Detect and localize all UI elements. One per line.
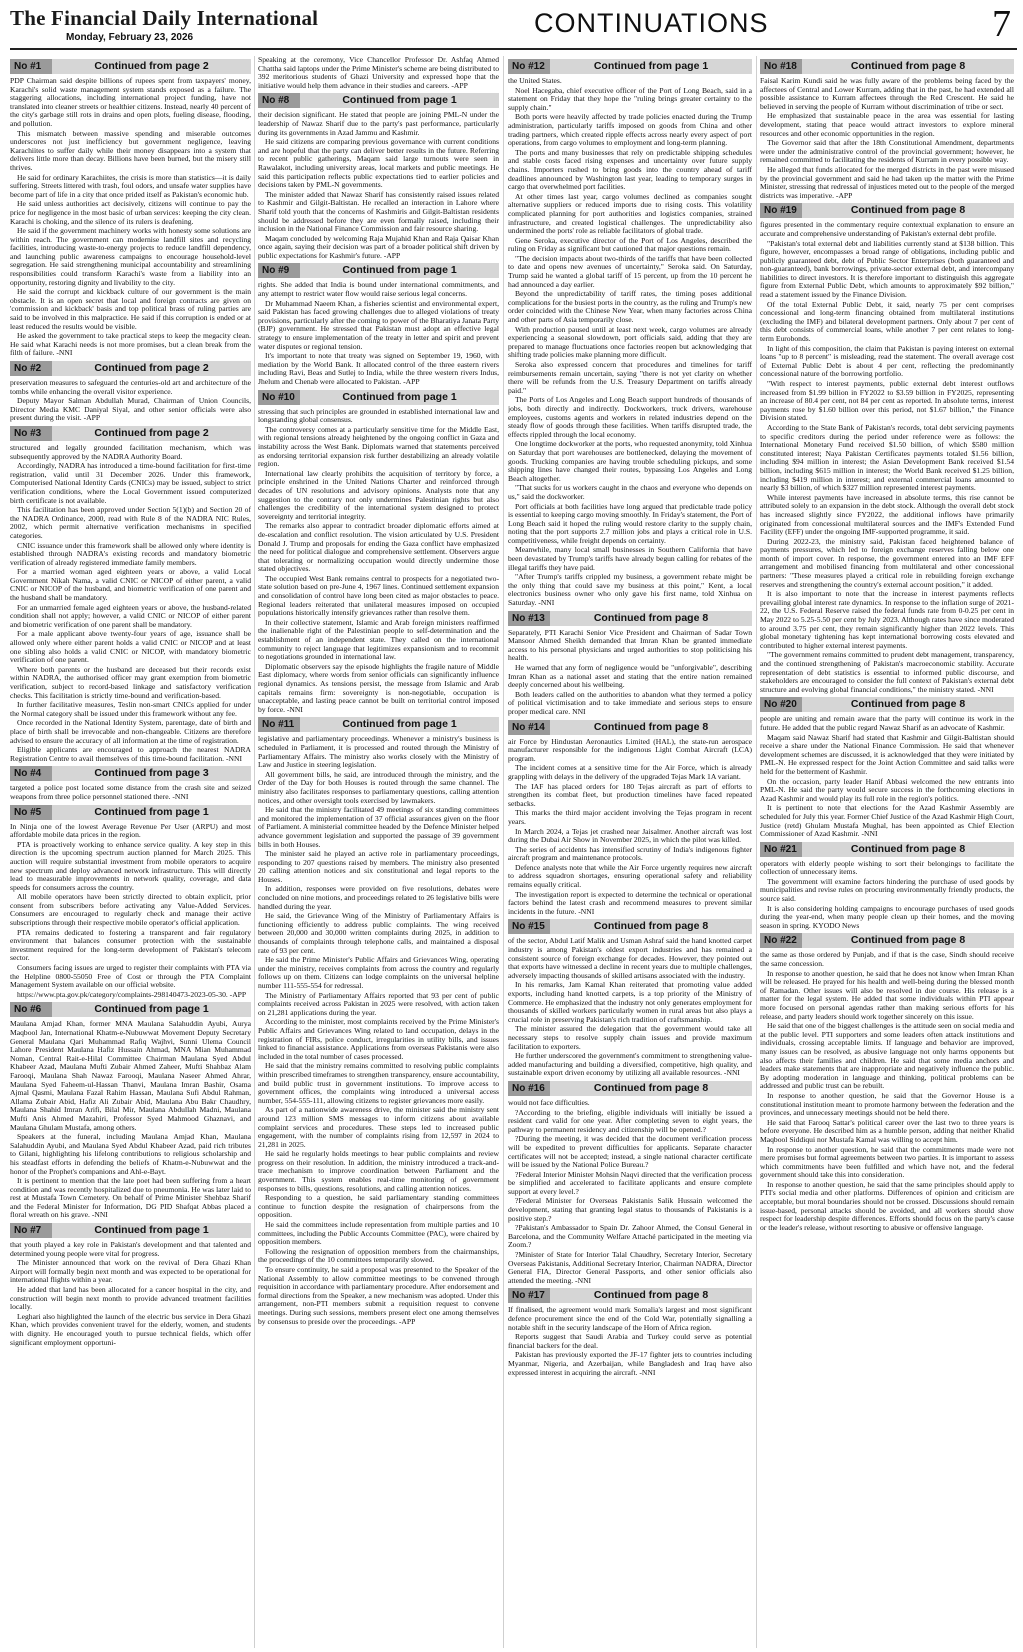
article-paragraph: The IAF has placed orders for 180 Tejas aircraft as part of efforts to strengthen its combat fleet, but production timelines have faced repeated setbacks. <box>508 781 752 808</box>
continuation-number: No #22 <box>760 933 802 948</box>
article-paragraph: Speaking at the ceremony, Vice Chancellor Professor Dr. Ashfaq Ahmed Chattha said laptops under the Prime Minister's scheme are being distributed to 392 meritorious students of Ghazi University and expressed hope that the initiative would help them advance in their studies and careers. -APP <box>258 56 499 90</box>
article-continuation <box>10 805 251 1000</box>
article-paragraph: Consumers facing issues are urged to register their complaints with PTA via the Helpline 0800-55050 Free of Cost or through the PTA Complaint Management System available on our official website. <box>10 963 251 990</box>
continuation-label: Continued from page 8 <box>593 920 709 933</box>
continuation-header <box>10 766 251 781</box>
article-paragraph: the same as those ordered by Punjab, and if that is the case, Sindh should receive the same concession. <box>760 950 1014 969</box>
article-paragraph: Seroka also expressed concern that procedures and timelines for tariff reimbursements remain uncertain, saying "there is not yet clarity on whether there will be refunds from the U.S. Treasury Department on tariffs already paid." <box>508 360 752 395</box>
article-paragraph: This facilitation has been approved under Section 5(1)(b) and Section 20 of the NADRA Ordinance, 2000, read with Rule 8 of the NADRA NIC Rules, 2002, which permit alternative verification mechanisms in specified categories. <box>10 505 251 540</box>
article-continuation <box>10 766 251 801</box>
continuation-number: No #2 <box>10 361 52 376</box>
article-paragraph: The investigation report is expected to determine the technical or operational factors behind the latest crash and recommend measures to prevent similar incidents in the future. -NNI <box>508 889 752 916</box>
article-paragraph: The Minister announced that work on the revival of Dera Ghazi Khan Airport will formally begin next month and was expected to be operational for international flights within a year. <box>10 1258 251 1285</box>
article-paragraph: He said, the Grievance Wing of the Ministry of Parliamentary Affairs is functioning efficiently to address public complaints. The wing received between 20,000 and 30,000 written complaints during 2025, in addition to thousands of complaints through telephone calls, and maintained a disposal rate of 93 per cent. <box>258 911 499 955</box>
continuation-header <box>10 426 251 441</box>
article-paragraph: According to the State Bank of Pakistan's records, total debt servicing payments to specific creditors during the period under reference were as follows: the International Monetary Fund received $1.50 billion, of which $580 million constituted interest; Naya Pakistan Certificates payments totaled $1.56 billion, including $94 million in interest; the Asian Development Bank received $1.54 billion, including $615 million in interest; the World Bank received $1.25 billion, including $419 million in interest; and external commercial loans amounted to nearly $3 billion, of which $327 million represented interest payments. <box>760 422 1014 493</box>
article-paragraph: ?Pakistan's Ambassador to Spain Dr. Zahoor Ahmed, the Consul General in Barcelona, and the Community Welfare Attaché participated in the meeting via Zoom.? <box>508 1223 752 1250</box>
article-paragraph: In March 2024, a Tejas jet crashed near Jaisalmer. Another aircraft was lost during the Dubai Air Show in November 2025, in which the pilot was killed. <box>508 826 752 845</box>
article-paragraph: The controversy comes at a particularly sensitive time for the Middle East, with regional tensions already heightened by the ongoing conflict in Gaza and instability across the West Bank. Diplomats warned that statements perceived as endorsing territorial expansion risk further destabilizing an already volatile region. <box>258 424 499 469</box>
continuation-label: Continued from page 3 <box>94 767 209 780</box>
continuation-number: No #10 <box>258 390 300 405</box>
article-paragraph: CNIC issuance under this framework shall be allowed only where identity is established through NADRA's existing records and mandatory biometric verification of already registered immediate family members. <box>10 540 251 567</box>
article-paragraph: ?During the meeting, it was decided that the document verification process will be expedited to prevent difficulties for applicants. Separate character certificates will not be accepted; instead, a single national character certificate will be issued by the National Police Bureau.? <box>508 1134 752 1170</box>
continuation-number: No #9 <box>258 263 300 278</box>
article-paragraph: All government bills, he said, are introduced through the ministry, and the Order of the Day for both Houses is routed through the same channel. The ministry also facilitates responses to parliamentary questions, calling attention notices, and other oversight tools exercised by lawmakers. <box>258 769 499 805</box>
article-paragraph: It is pertinent to note that elections for the Azad Kashmir Assembly are scheduled for July this year. Former Chief Justice of the Azad Kashmir High Court, Justice (retd) Ghulam Mustafa Mughal, has been appointed as Chief Election Commissioner of Azad Kashmir. -NNI <box>760 803 1014 839</box>
continuation-label: Continued from page 1 <box>94 805 209 818</box>
article-paragraph: In response to another question, he said that the Governor House is a constitutional institution meant to promote harmony between the federation and the provinces, and unnecessary meetings should not be held there. <box>760 1090 1014 1118</box>
continuation-number: No #13 <box>508 611 550 626</box>
continuation-header <box>760 203 1014 218</box>
continuation-label: Continued from page 8 <box>850 204 966 217</box>
continuation-label: Continued from page 2 <box>94 60 209 72</box>
article-paragraph: In his remarks, Jam Kamal Khan reiterated that promoting value added exports, including hand knotted carpets, is a top priority of the Ministry of Commerce. He emphasized that the industry not only generates employment for thousands of skilled workers particularly women in rural areas but also plays a crucial role in preserving Pakistan's rich tradition of craftsmanship. <box>508 980 752 1024</box>
article-paragraph: people are uniting and remain aware that the party will continue its work in the future. He added that the public regard Nawaz Sharif as an advocate of Kashmir. <box>760 714 1014 732</box>
article-paragraph: He asked the government to take practical steps to keep the megacity clean. He said what Karachi needs is not more promises, but a clean break from the filth of failure. -NNI <box>10 331 251 358</box>
article-paragraph: In their collective statement, Islamic and Arab foreign ministers reaffirmed the inalienable right of the Palestinian people to self-determination and the establishment of an independent state. They called on the international community to reject language that legitimizes expansionism and to recommit to negotiations grounded in international law. <box>258 617 499 662</box>
continuation-label: Continued from page 1 <box>593 60 709 72</box>
article-paragraph: "After Trump's tariffs crippled my business, a government rebate might be the only thing that could save my business at this point," Kent, a local electronics business owner who only gave his first name, told Xinhua on Saturday. -NNI <box>508 572 752 608</box>
article-paragraph: would not face difficulties. <box>508 1097 590 1107</box>
article-continuation <box>258 93 499 260</box>
article-paragraph: The government will examine factors hindering the purchase of used goods by municipalities and revise rules on procuring environmentally friendly products, the source said. <box>760 876 1014 904</box>
continuation-number: No #17 <box>508 1288 550 1303</box>
article-paragraph: He emphasized that sustainable peace in the area was essential for lasting development, stating that peace would attract investors to explore mineral resources and other economic opportunities in the region. <box>760 111 1014 138</box>
article-paragraph: https://www.pta.gov.pk/category/complaints-298140473-2023-05-30. -APP <box>17 989 247 999</box>
article-paragraph: structured and legally grounded facilitation mechanism, which was subsequently approved by the NADRA Authority Board. <box>10 442 251 461</box>
article-paragraph: He said for ordinary Karachiites, the crisis is more than statistics—it is daily suffering. Streets littered with trash, foul odors, and unsafe water supplies have become part of life in a city that once prided itself as Pakistan's economic hub. <box>10 172 251 199</box>
article-paragraph: The Ports of Los Angeles and Long Beach support hundreds of thousands of jobs, both directly and indirectly. Dockworkers, truck drivers, warehouse employees, customs agents and workers in related industries depend on the steady flow of goods through these facilities. When tariffs disrupted trade, the effects rippled through the local economy. <box>508 395 752 439</box>
article-paragraph: For a male applicant above twenty-four years of age, issuance shall be allowed only where either parent holds a valid CNIC or NICOP and at least one sibling also holds a valid CNIC or NICOP, with mandatory biometric verification of one parent. <box>10 629 251 665</box>
continuation-header <box>760 697 1014 712</box>
article-paragraph: Port officials at both facilities have long argued that predictable trade policy is essential to keeping cargo moving smoothly. In Friday's statement, the Port of Long Beach said it hoped the ruling would restore clarity to the supply chain, noting that the port supports 2.7 million jobs and plays a critical role in U.S. competitiveness, while freight depends on certainty. <box>508 501 752 545</box>
continuation-label: Continued from page 1 <box>94 1003 209 1016</box>
continuation-header <box>10 805 251 820</box>
article-continuation <box>258 390 499 715</box>
article-continuation <box>760 933 1014 1232</box>
article-paragraph: Gene Seroka, executive director of the Port of Los Angeles, described the ruling on Friday as significant but cautioned that major questions remain. <box>508 235 752 254</box>
continuation-number: No #1 <box>10 59 52 74</box>
continuation-header <box>258 263 499 278</box>
article-continuation <box>760 842 1014 931</box>
article-paragraph: One longtime dockworker at the ports, who requested anonymity, told Xinhua on Saturday that port warehouses are bottlenecked, delaying the movement of goods. Trucking companies are having trouble scheduling pickups, and some shipping lines have changed their routes, bypassing Los Angeles and Long Beach altogether. <box>508 439 752 483</box>
article-continuation <box>258 717 499 1326</box>
article-paragraph: He added that land has been allocated for a cancer hospital in the city, and construction will begin next month to provide advanced treatment facilities locally. <box>10 1285 251 1312</box>
article-paragraph: The series of accidents has intensified scrutiny of India's indigenous fighter aircraft program and maintenance protocols. <box>508 844 752 863</box>
continuation-header <box>508 1288 752 1303</box>
continuation-header <box>10 361 251 376</box>
article-paragraph: He said he regularly holds meetings to hear public complaints and review progress on their resolution. In addition, the ministry introduced a track-and-trace mechanism to improve coordination between Parliament and the government. This system enables real-time monitoring of government responses to bills, questions, resolutions, and calling attention notices. <box>258 1149 499 1193</box>
article-paragraph: Maulana Amjad Khan, former MNA Maulana Salahuddin Ayubi, Aurya Maqbool Jan, International Khatm-e-Nubuwwat Movement Deputy Secretary General Maulana Qari Muhammad Rafiq Wajhvi, Sunni Ulema Council Lahore President Maulana Hafiz Hussain Ahmad, MNA Mian Muhammad Noman, Central Rait-e-Hilal Committee Chairman Maulana Syed Abdul Khabeer Azad, Maulana Mufti Zubair Ahmed Zaheer, Mufti Shahbaz Alam Farooqi, Maulana Shah Nawaz Farooqi, Maulana Naseer Ahmed Ahrar, Maulana Syed Faheem-ul-Hassan Thanvi, Maulana Imran Bashir, Osama Ajmal Qasmi, Maulana Fazal Rahim Hassan, Maulana Sufi Abdul Rahman, Allama Zubair Abid, Hafiz Ali Zubair Abid, Maulana Abu Bakr Chaudhry, Maulana Shahid Imran Arifi, Bilal Mir, Maulana Abdullah Madni, Maulana Mufti Anis Ahmed Mazahiri, Professor Syed Mahmood Ghaznavi, and Maulana Ghulam Mustafa, among others. <box>10 1019 251 1132</box>
column-2 <box>258 56 499 1648</box>
article-paragraph: "Pakistan's total external debt and liabilities currently stand at $138 billion. This figure, however, encompasses a broad range of obligations, including public and publicly guaranteed debt, debt of Public Sector Enterprises (both guaranteed and non-guaranteed), bank borrowings, private-sector external debt, and intercompany liabilities to direct investors. It is therefore important to distinguish this aggregate figure from External Public Debt, which amounts to approximately $92 billion," read a statement issued by the Finance Division. <box>760 238 1014 300</box>
article-paragraph: Noel Hacegaba, chief executive officer of the Port of Long Beach, said in a statement on Friday that they hope the "ruling brings greater certainty to the supply chain." <box>508 85 752 112</box>
continuation-number: No #21 <box>760 842 802 857</box>
article-continuation <box>760 203 1014 694</box>
article-paragraph: Maqam said Nawaz Sharif had stated that Kashmir and Gilgit-Baltistan should receive a share under the National Finance Commission. He said that whenever development schemes are discussed, it is acknowledged that they were initiated by PML-N. He expressed respect for the Joint Action Committee and said talks were held for the betterment of Kashmir. <box>760 732 1014 776</box>
continuation-number: No #8 <box>258 93 300 108</box>
article-paragraph: The occupied West Bank remains central to prospects for a negotiated two-state solution based on pre-June 4, 1967 lines. Continued settlement expansion and consolidation of control have long been cited as major obstacles to peace. Regional leaders reiterated that unilateral measures imposed on occupied populations historically intensify grievances rather than resolve them. <box>258 573 499 618</box>
continuation-header <box>10 1223 251 1238</box>
article-paragraph: ?Federal Interior Minister Mohsin Naqvi directed that the verification process be simplified and accelerated to facilitate applicants and ensure complete support at every level.? <box>508 1169 752 1196</box>
article-paragraph: Both ports were heavily affected by trade policies enacted during the Trump administration, particularly tariffs imposed on goods from China and other trading partners, which created ripple effects across nearly every aspect of port operations, from cargo volumes to employment and long-term planning. <box>508 112 752 148</box>
article-paragraph: The Governor said that after the 18th Constitutional Amendment, departments were under the administrative control of the provincial government; however, he remained committed to facilitating the residents of Kurram in every possible way. <box>760 138 1014 165</box>
continuation-label: Continued from page 8 <box>593 1081 709 1094</box>
article-paragraph: rights. She added that India is bound under international commitments, and any attempt to restrict water flow would raise serious legal concerns. <box>258 280 499 299</box>
continuation-label: Continued from page 2 <box>94 426 209 439</box>
article-paragraph: He said that the ministry facilitated 49 meetings of six standing committees and monitored the implementation of 37 official assurances given on the floor of Parliament. A ministerial committee headed by the Defence Minister helped advance government legislation and supported the passage of 39 government bills in both Houses. <box>258 805 499 849</box>
continuation-header <box>10 59 251 74</box>
masthead-rule <box>10 48 1017 50</box>
article-paragraph: In further facilitative measures, Teslin non-smart CNICs applied for under the Normal category shall be issued under this framework without any fee. <box>10 700 251 718</box>
article-paragraph: Separately, PTI Karachi Senior Vice President and Chairman of Sadar Town Mansoor Ahmed Sheikh demanded that Imran Khan be granted immediate access to his personal physicians and urged authorities to stop politicising his health. <box>508 627 752 663</box>
article-paragraph: "With respect to interest payments, public external debt interest outflows increased from $1.99 billion in FY2022 to $3.59 billion in FY2025, representing an increase of 80.4 per cent, not 84 per cent as reported. In absolute terms, interest payments rose by $1.60 billion over this period, not $1.67 billion," the Finance Division stated. <box>760 379 1014 423</box>
section-title: CONTINUATIONS <box>534 8 769 38</box>
column-4 <box>760 56 1014 1648</box>
continuation-label: Continued from page 8 <box>850 842 966 855</box>
article-paragraph: In response to another question, he said that the same principles should apply to PTI's social media and other platforms. Differences of opinion and criticism are acceptable, but moral boundaries should not be crossed. Discussions should remain issue-based, personal attacks should be avoided, and all workers should show respect for leadership despite differences. Efforts should focus on the party's cause or the leader's release, without resorting to abusive or offensive language. <box>760 1179 1014 1232</box>
article-continuation <box>10 1002 251 1220</box>
article-paragraph: According to the minister, most complaints received by the Prime Minister's Public Affairs and Grievances Wing related to land occupation, delays in the registration of FIRs, police conduct, irregularities in utility bills, and issues linked to financial assistance. Applications from overseas Pakistanis were also included in the total number of cases processed. <box>258 1017 499 1061</box>
continuation-number: No #20 <box>760 697 802 712</box>
article-paragraph: In response to another question, he said that he does not know when Imran Khan will be released. He prayed for his health and well-being during the blessed month of Ramadan. Other issues will also be resolved in due course. His release is a matter for the legal system. He added that some individuals within PTI appear more focused on personal agendas rather than making serious efforts for his release, and party leaders should work together sincerely on this issue. <box>760 968 1014 1021</box>
continuation-label: Continued from page 1 <box>342 718 457 731</box>
continuation-label: Continued from page 8 <box>850 60 966 72</box>
article-paragraph: Reports suggest that Saudi Arabia and Turkey could serve as potential financial backers for the deal. <box>508 1332 752 1350</box>
masthead <box>6 4 1017 50</box>
continuation-label: Continued from page 8 <box>850 934 966 947</box>
article-continuation <box>508 611 752 717</box>
continuation-header <box>508 611 752 626</box>
article-paragraph: figures presented in the commentary require contextual explanation to ensure an accurate and comprehensive understanding of Pakistan's external debt profile. <box>760 220 1014 238</box>
article-paragraph: He said that the ministry remains committed to resolving public complaints within prescribed timeframes to strengthen transparency, ensure accountability, and build public trust in government institutions. To improve access to government offices, the complaints wing introduced a universal access number, 554-555-111, allowing citizens to register grievances more easily. <box>258 1061 499 1105</box>
article-paragraph: At other times last year, cargo volumes declined as companies sought alternative suppliers or reduced imports due to rising costs. This volatility complicated planning for port authorities and logistics companies, strained infrastructure, and created logistical challenges. The unpredictability also undermined the ports' role as reliable facilitators of global trade. <box>508 191 752 236</box>
article-paragraph: Following the resignation of opposition members from the chairmanships, the proceedings of the 10 committees temporarily slowed. <box>258 1246 499 1265</box>
article-paragraph: In light of this composition, the claim that Pakistan is paying interest on external loans "up to 8 percent" is misleading, read the statement. The overall average cost of External Public Debt is about 4 per cent, reflecting the predominantly concessional nature of the borrowing portfolio. <box>760 343 1014 379</box>
article-paragraph: Diplomatic observers say the episode highlights the fragile nature of Middle East diplomacy, where words from senior officials can significantly influence regional dynamics. As tensions persist, the message from Islamic and Arab capitals remains firm: sovereignty is non-negotiable, occupation is unacceptable, and lasting peace cannot be built on territorial control imposed by force. -NNI <box>258 661 499 714</box>
article-paragraph: Eligible applicants are encouraged to approach the nearest NADRA Registration Centre to avail themselves of this time-bound facilitation. -NNI <box>10 745 251 763</box>
article-paragraph: Both leaders called on the authorities to abandon what they termed a policy of political victimisation and to take immediate and serious steps to ensure proper medical care. NNI <box>508 689 752 716</box>
article-paragraph: During 2022-23, the ministry said, Pakistan faced heightened balance of payments pressures, which led to foreign exchange reserves falling below one month of import cover. In response, the government entered into an IMF EFF arrangement and mobilised financing from multilateral and other concessional partners: "These measures played a critical role in rebuilding foreign exchange reserves and strengthening the country's external account position," it added. <box>760 536 1014 589</box>
article-continuation <box>10 1223 251 1347</box>
article-paragraph: Dr Muhammad Naeem Khan, a fisheries scientist and environmental expert, said Pakistan has faced growing challenges due to alleged violations of treaty provisions, particularly after the coming to power of the Bharatiya Janata Party (BJP) government. He stressed that Pakistan must adopt an effective legal strategy to ensure implementation of the treaty in letter and spirit and prevent water disputes or regional tension. <box>258 298 499 351</box>
article-continuation <box>10 59 251 358</box>
article-paragraph: He said unless authorities act decisively, citizens will continue to pay the price for negligence in the most basic of urban services: keeping the city clean. Karachi is choking, and the silence of its rulers is deafening. <box>10 199 251 226</box>
continuation-label: Continued from page 1 <box>342 264 457 277</box>
continuation-number: No #19 <box>760 203 802 218</box>
continuation-number: No #18 <box>760 59 802 74</box>
article-paragraph: For a married woman aged eighteen years or above, a valid Local Government Nikah Nama, a valid CNIC or NICOP of either parent, a valid CNIC or NICOP of the husband, and biometric verification of one parent and the husband shall be mandatory. <box>10 567 251 603</box>
article-paragraph: In addition, responses were provided on five resolutions, debates were concluded on nine motions, and proceedings related to 26 legislative bills were handled during the year. <box>258 884 499 911</box>
continuation-label: Continued from page 8 <box>593 720 709 733</box>
article-paragraph: He further underscored the government's commitment to strengthening value-added manufacturing and building a diversified, competitive, high quality, and sustainable export driven economy by utilizing all available resources. -NNI <box>508 1051 752 1078</box>
article-paragraph: While interest payments have increased in absolute terms, this rise cannot be attributed solely to an expansion in the debt stock. Although the overall debt stock has increased slightly since FY2022, the additional inflows have primarily originated from concessional multilateral sources and the IMF's Extended Fund Facility (EFF) under the ongoing IMF-supported programme, it said. <box>760 492 1014 537</box>
article-paragraph: the United States. <box>508 76 562 85</box>
article-paragraph: Where both parents or the husband are deceased but their records exist within NADRA, the authorised officer may grant exemption from biometric verification, subject to record-based linkage and satisfactory verification checks. This facilitation is strictly time-bound and verification-based. <box>10 664 251 700</box>
continuation-label: Continued from page 1 <box>94 1224 209 1237</box>
article-paragraph: This marks the third major accident involving the Tejas program in recent years. <box>508 808 752 826</box>
newspaper-title: The Financial Daily International <box>10 6 319 30</box>
article-continuation <box>508 1288 752 1377</box>
article-paragraph: It is also considering holding campaigns to encourage purchases of used goods during the year-end, when many people clean up their homes, and the moving season in spring. KYODO News <box>760 903 1014 930</box>
article-paragraph: The remarks also appear to contradict broader diplomatic efforts aimed at de-escalation and conflict resolution. The vision articulated by U.S. President Donald J. Trump and proposals for ending the Gaza conflict have emphasized the need for political dialogue and comprehensive settlement. Observers argue that tolerating or normalizing occupation would directly undermine those stated objectives. <box>258 521 499 574</box>
article-paragraph: operators with elderly people wishing to sort their belongings to facilitate the collection of unnecessary items. <box>760 858 1014 877</box>
article-paragraph: Accordingly, NADRA has introduced a time-bound facilitation for first-time registration, valid until 31 December 2026. Under this framework, Computerised National Identity Cards (CNICs) may be issued, subject to strict verification conditions, where the Local Government issued computerized birth certificate is not available. <box>10 461 251 505</box>
article-paragraph: It is also important to note that the increase in interest payments reflects prevailing global interest rate dynamics. In response to the inflation surge of 2021-22, the U.S. Federal Reserve raised the federal funds rate from 0-0.25 per cent in May 2022 to 5.25-5.50 per cent by July 2023. Although rates have since moderated to around 3.75 per cent, they remain significantly higher than 2022 levels. This global monetary tightening has kept international borrowing costs elevated and contributed to higher external interest payments. <box>760 589 1014 650</box>
article-paragraph: Faisal Karim Kundi said he was fully aware of the problems being faced by the affectees of Central and Lower Kurram, adding that in the past, he had extended all possible assistance to Kurram affectees through the Red Crescent. He said he believed in serving the people of Kurram without discrimination of tribe or sect. <box>760 76 1014 111</box>
article-paragraph: PDP Chairman said despite billions of rupees spent from taxpayers' money, Karachi's solid waste management system stands exposed as a failure. The staggering allocations, including international project funding, have not translated into cleaner streets or healthier citizens. Instead, nearly 40 percent of the city's garbage still rots in drains and open plots, fueling disease, flooding, and pollution. <box>10 76 251 128</box>
article-paragraph: "That sucks for us workers caught in the chaos and everyone who depends on us," said the dockworker. <box>508 483 752 501</box>
article-paragraph: ?Federal Minister for Overseas Pakistanis Salik Hussain welcomed the development, stating that granting legal status to thousands of Pakistanis is a positive step.? <box>508 1196 752 1223</box>
continuation-number: No #16 <box>508 1081 550 1096</box>
article-paragraph: For an unmarried female aged eighteen years or above, the husband-related condition shall not apply; however, a valid CNIC or NICOP of either parent and biometric verification of one parent shall be mandatory. <box>10 602 251 629</box>
continuation-header <box>508 1081 752 1096</box>
continuation-label: Continued from page 8 <box>593 1289 709 1302</box>
continuation-number: No #7 <box>10 1223 52 1238</box>
article-paragraph: their decision significant. He stated that people are joining PML-N under the leadership of Nawaz Sharif due to the party's past performance, particularly during its governments in Azad Jammu and Kashmir. <box>258 110 499 137</box>
article-paragraph: targeted a police post located some distance from the crash site and seized weapons from three police personnel stationed there. -NNI <box>10 783 251 801</box>
article-continuation <box>760 59 1014 200</box>
article-paragraph: With production paused until at least next week, cargo volumes are already experiencing a seasonal slowdown, port officials said, adding that they are prepared to manage fluctuations once factories reopen but acknowledging that shifting trade policies make planning more difficult. <box>508 324 752 360</box>
continuation-number: No #11 <box>258 717 300 732</box>
article-paragraph: that youth played a key role in Pakistan's development and that talented and determined young people were vital for progress. <box>10 1240 251 1258</box>
article-paragraph: All mobile operators have been strictly directed to obtain explicit, prior consent from subscribers before activating any Value-Added Services. Consumers are encouraged to regularly check and manage their active subscriptions through their respective mobile operator's official application. <box>10 892 251 928</box>
continuation-number: No #12 <box>508 59 550 74</box>
continuation-number: No #3 <box>10 426 52 441</box>
article-paragraph: He said that Farooq Sattar's political career over the last two to three years is before everyone. He described him as a humble person, adding that neither Khalid Maqbool Siddiqui nor Mustafa Kamal was willing to accept him. <box>760 1117 1014 1144</box>
article-paragraph: Of the total External Public Debt, it said, nearly 75 per cent comprises concessional and long-term financing obtained from multilateral institutions (excluding the IMF) and bilateral development partners. Only about 7 per cent of this debt consists of commercial loans, while another 7 per cent relates to long-term Eurobonds. <box>760 299 1014 344</box>
page-number: 7 <box>992 3 1011 45</box>
continuation-header <box>760 842 1014 857</box>
article-paragraph: The Ministry of Parliamentary Affairs reported that 93 per cent of public complaints received across Pakistan in 2025 were resolved, with action taken on 21,281 applications during the year. <box>258 990 499 1017</box>
continuation-header <box>508 720 752 735</box>
continuation-number: No #5 <box>10 805 52 820</box>
article-paragraph: He said citizens are comparing previous governance with current conditions and are hopeful that the party can deliver better results in the future. Referring to recent public gatherings, Maqam said large turnouts were seen in Rawalakot, including university areas, local markets and public meetings. He said this participation reflects public expectations tied to earlier policies and decisions taken by PML-N governments. <box>258 137 499 190</box>
continuation-header <box>258 93 499 108</box>
article-paragraph: He said that one of the biggest challenges is the attitude seen on social media and at the public level. PTI supporters and some leaders often attack institutions and individuals, crossing acceptable limits. If language and behavior are improved, many issues can be resolved, as abusive language not only harms opponents but also affects their families and children. He said that some media anchors and leaders make statements that are inappropriate and negatively influence the public. By adopting moderation in language and thinking, political problems can be addressed and public trust can be rebuilt. <box>760 1021 1014 1091</box>
article-paragraph: The minister added that Nawaz Sharif has consistently raised issues related to Kashmir and Gilgit-Baltistan. He recalled an interaction in Lahore where Sharif told youth that the concerns of Kashmiris and Gilgit-Baltistan residents should be addressed before they are even formally raised, including their inclusion in the National Finance Commission and fair resource sharing. <box>258 189 499 234</box>
article-paragraph: Responding to a question, he said parliamentary standing committees continue to function despite the resignation of chairpersons from the opposition. <box>258 1193 499 1220</box>
article-paragraph: Pakistan has previously exported the JF-17 fighter jets to countries including Myanmar, Nigeria, and Azerbaijan, while Bangladesh and Iraq have also expressed interest in acquiring the aircraft. -NNI <box>508 1350 752 1377</box>
column-1 <box>10 56 251 1648</box>
article-paragraph: If finalised, the agreement would mark Somalia's largest and most significant defence procurement since the end of the Cold War, potentially signalling a notable shift in the security landscape of the Horn of Africa region. <box>508 1305 752 1332</box>
article-paragraph: "The government remains committed to prudent debt management, transparency, and the continued strengthening of Pakistan's macroeconomic stability. Accurate representation of debt statistics is essential to informed public discourse, and stakeholders are encouraged to consider the full context of Pakistan's external debt structure and evolving global financial conditions," the ministry stated. -NNI <box>760 650 1014 694</box>
article-paragraph: Maqam concluded by welcoming Raja Mujahid Khan and Raja Qaisar Khan once again, saying their decision was part of a broader political shift driven by public expectations for Kashmir's future. -APP <box>258 233 499 260</box>
continuation-number: No #14 <box>508 720 550 735</box>
article-paragraph: Once recorded in the National Identity System, parentage, date of birth and place of birth shall be irrevocable and non-changeable. Citizens are therefore advised to ensure the accuracy of all information at the time of registration. <box>10 718 251 745</box>
issue-date: Monday, February 23, 2026 <box>66 32 194 43</box>
continuation-number: No #15 <box>508 919 550 934</box>
article-paragraph: International law clearly prohibits the acquisition of territory by force, a principle enshrined in the United Nations Charter and reinforced through decades of UN resolutions and advisory opinions. Analysts note that any suggestion to the contrary not only undermines Palestinian rights but also challenges the credibility of the international system designed to protect sovereignty and territorial integrity. <box>258 468 499 521</box>
article-continuation <box>10 361 251 423</box>
article-paragraph: ?Minister of State for Interior Talal Chaudhry, Secretary Interior, Secretary Overseas Pakistanis, Additional Secretary Interior, Chairman NADRA, Director General FIA, Director General Passports, and other senior officials also attended the meeting. -NNI <box>508 1250 752 1285</box>
article-paragraph: The minister said he played an active role in parliamentary proceedings, responding to 207 questions raised by members. The ministry also presented 20 calling attention notices and six constitutional and legal reports to the Houses. <box>258 849 499 884</box>
article-paragraph: The minister assured the delegation that the government would take all necessary steps to resolve supply chain issues and provide maximum facilitation to exporters. <box>508 1024 752 1051</box>
article-paragraph: Speakers at the funeral, including Maulana Amjad Khan, Maulana Salahuddin Ayubi, and Maulana Syed Abdul Khabeer Azad, paid rich tributes to Gilani, highlighting his lifelong contributions to religious scholarship and his steadfast efforts in defending the beliefs of Khatm-e-Nubuwwat and the honor of the Prophet's companions and Ahl-e-Bayt. <box>10 1132 251 1176</box>
continuation-header <box>760 933 1014 948</box>
article-paragraph: He said if the government machinery works with honesty some solutions are within reach. The government can modernise landfill sites and recycling facilities, introducing waste-to-energy projects to reduce landfill dependency, and launching public awareness campaigns to encourage household-level segregation. He said strengthening municipal accountability and streamlining responsibilities could transform Karachi's waste from a liability into an opportunity, restoring dignity and livability to the city. <box>10 226 251 287</box>
article-paragraph: He said the corrupt and kickback culture of our government is the main obstacle. It is an open secret that local and foreign contracts are given on 'commission and kickback' basis and top political brass of ruling parties are said to be involved in this malpractice. He said if this corruption is ended or at least reduced the results would be visible. <box>10 287 251 331</box>
article-paragraph: preservation measures to safeguard the centuries-old art and architecture of the tombs while enhancing the overall visitor experience. <box>10 378 251 396</box>
article-paragraph: This mismatch between massive spending and miserable outcomes underscores not just inefficiency but government negligence, leaving Karachiites to suffer daily while their money disappears into a system that delivers little more than decay. Billions have been burned, but the misery still thrives. <box>10 128 251 172</box>
article-paragraph: "The decision impacts about two-thirds of the tariffs that have been collected to date and opens new avenues of uncertainty," Seroka said. On Saturday, Trump said he wanted a global tariff of 15 percent, up from the 10 percent he had announced a day earlier. <box>508 253 752 289</box>
continuation-label: Continued from page 1 <box>342 94 457 107</box>
article-paragraph: It is pertinent to mention that the late poet had been suffering from a heart condition and was recently hospitalized due to pneumonia. He was later laid to rest at Mustafa Town Cemetery. On behalf of Prime Minister Shehbaz Sharif and the Federal Minister for Information, DG PID Shafqat Abbas placed a floral wreath on his grave. -NNI <box>10 1176 251 1220</box>
article-paragraph: He warned that any form of negligence would be "unforgivable", describing Imran Khan as a national asset and stating that the entire nation remained deeply concerned about his wellbeing. <box>508 663 752 690</box>
continuation-header <box>258 390 499 405</box>
article-paragraph: He alleged that funds allocated for the merged districts in the past were misused by the provincial government and said he had taken up the matter with the Prime Minister, stressing that redressal of injustices meted out to the people of the merged districts was imperative. -APP <box>760 164 1014 200</box>
article-paragraph: On the occasion, party leader Hanif Abbasi welcomed the new entrants into PML-N. He said the party would secure success in the forthcoming elections in Azad Kashmir and would play its full role in the region's politics. <box>760 776 1014 803</box>
article-continuation <box>508 1081 752 1285</box>
article-continuation <box>508 59 752 608</box>
article-continuation <box>10 426 251 763</box>
continuation-header <box>760 59 1014 74</box>
column-divider <box>756 56 757 1648</box>
article-continuation <box>258 263 499 386</box>
article-paragraph: legislative and parliamentary proceedings. Whenever a ministry's business is scheduled in Parliament, it is processed and routed through the Ministry of Parliamentary Affairs. The ministry also works closely with the Ministry of Law and Justice in steering legislation. <box>258 734 499 770</box>
article-paragraph: PTA is proactively working to enhance service quality. A key step in this direction is the upcoming spectrum auction planned for March 2025. This auction will require substantial investment from mobile operators to acquire new spectrum and deploy advanced network infrastructure. This will directly lead to measurable improvements in network quality, coverage, and data speeds for consumers across the country. <box>10 839 251 892</box>
article-paragraph: of the sector, Abdul Latif Malik and Usman Ashraf said the hand knotted carpet industry is among Pakistan's oldest export industries and has remained a consistent source of foreign exchange for decades. However, they pointed out that exports have witnessed a decline in recent years due to multiple challenges, adversely impacting thousands of skilled artisans associated with the industry. <box>508 936 752 980</box>
article-paragraph: Deputy Mayor Salman Abdullah Murad, Chairman of Union Councils, Director Media KMC Daniyal Siyal, and other senior officials were also present during the visit. -APP <box>10 396 251 423</box>
article-paragraph: The ports and many businesses that rely on predictable shipping schedules and stable costs faced rising expenses and uncertainty over future supply chains. Importers rushed to bring goods into the country ahead of tariff deadlines announced by Washington last year, leading to temporary surges in cargo that overwhelmed port facilities. <box>508 147 752 192</box>
column-3 <box>508 56 752 1648</box>
article-continuation <box>258 56 499 90</box>
article-paragraph: As part of a nationwide awareness drive, the minister said the ministry sent around 123 million SMS messages to inform citizens about available complaint services and procedures. These steps led to increased public engagement, with the number of complaints rising from 12,597 in 2024 to 21,281 in 2025. <box>258 1105 499 1149</box>
column-divider <box>254 56 255 1648</box>
article-paragraph: ?According to the briefing, eligible individuals will initially be issued a resident card valid for one year. After completing seven to eight years, the pathway to permanent residency and citizenship will be opened.? <box>508 1107 752 1134</box>
continuation-header <box>508 919 752 934</box>
article-paragraph: The incident comes at a sensitive time for the Air Force, which is already grappling with delays in the delivery of the upgraded Tejas Mark 1A variant. <box>508 763 752 781</box>
continuation-header <box>10 1002 251 1017</box>
article-paragraph: In response to another question, he said that the commitments made were not mere promises but formal agreements between two parties. It is important to assess which commitments have been fulfilled and which have not, and the federal government should take this into consideration. <box>760 1144 1014 1180</box>
article-paragraph: It's important to note that treaty was signed on September 19, 1960, with mediation by the World Bank. It allocated control of the three eastern rivers including Ravi, Beas and Sutlej to India, while the three western rivers Indus, Jhelum and Chenab were allocated to Pakistan. -APP <box>258 351 499 386</box>
article-paragraph: He said the committees include representation from multiple parties and 10 committees, including the Public Accounts Committee (PAC), were chaired by opposition members. <box>258 1220 499 1247</box>
continuation-number: No #4 <box>10 766 52 781</box>
article-paragraph: Defence analysts note that while the Air Force urgently requires new aircraft to address squadron shortages, ensuring operational safety and reliability remains equally critical. <box>508 862 752 890</box>
continuation-header <box>258 717 499 732</box>
article-paragraph: Leghari also highlighted the launch of the electric bus service in Dera Ghazi Khan, which provides convenient travel for the elderly, women, and students with dignity. He encouraged youth to pursue technical fields, which offer significant employment opportuni- <box>10 1311 251 1347</box>
article-paragraph: Beyond the unpredictability of tariff rates, the timing poses additional complications for the busiest ports in the country, as the ruling and Trump's new order coincided with the Chinese New Year, when many factories across China and other parts of Asia temporarily close. <box>508 289 752 325</box>
article-continuation <box>508 720 752 917</box>
continuation-label: Continued from page 8 <box>850 698 966 711</box>
article-paragraph: He said the Prime Minister's Public Affairs and Grievances Wing, operating under the ministry, receives complaints from across the country and regularly follows up on them. Citizens can lodge complaints on the universal helpline number 111-555-554 for redressal. <box>258 955 499 990</box>
article-paragraph: PTA remains dedicated to fostering a transparent and fair regulatory environment that balances consumer protection with the sustainable investment required for the long-term development of Pakistan's telecom sector. <box>10 927 251 963</box>
column-divider <box>503 56 504 1648</box>
continuation-label: Continued from page 1 <box>342 390 457 403</box>
article-continuation <box>760 697 1014 838</box>
article-paragraph: stressing that such principles are grounded in established international law and longstanding global consensus. <box>258 406 499 425</box>
continuation-header <box>508 59 752 74</box>
continuation-label: Continued from page 2 <box>94 362 209 374</box>
continuation-number: No #6 <box>10 1002 52 1017</box>
article-continuation <box>508 919 752 1078</box>
article-paragraph: In Ninja one of the lowest Average Revenue Per User (ARPU) and most affordable mobile data prices in the region. <box>10 821 251 840</box>
article-paragraph: To ensure continuity, he said a proposal was presented to the Speaker of the National Assembly to allow committee meetings to be convened through requisition in accordance with parliamentary procedure. After endorsement and formal directions from the Speaker, a new mechanism was adopted. Under this arrangement, non-PTI members submit a requisition request to convene meetings. During such sessions, members present elect one among themselves by consensus to preside over the proceedings. -APP <box>258 1265 499 1326</box>
continuation-label: Continued from page 8 <box>593 611 709 624</box>
article-paragraph: Meanwhile, many local small businesses in Southern California that have been devastated by Trump's tariffs have already begun calling for rebates of the illegal tariffs they have paid. <box>508 545 752 572</box>
article-paragraph: air Force by Hindustan Aeronautics Limited (HAL), the state-run aerospace manufacturer responsible for the indigenous Light Combat Aircraft (LCA) program. <box>508 736 752 763</box>
